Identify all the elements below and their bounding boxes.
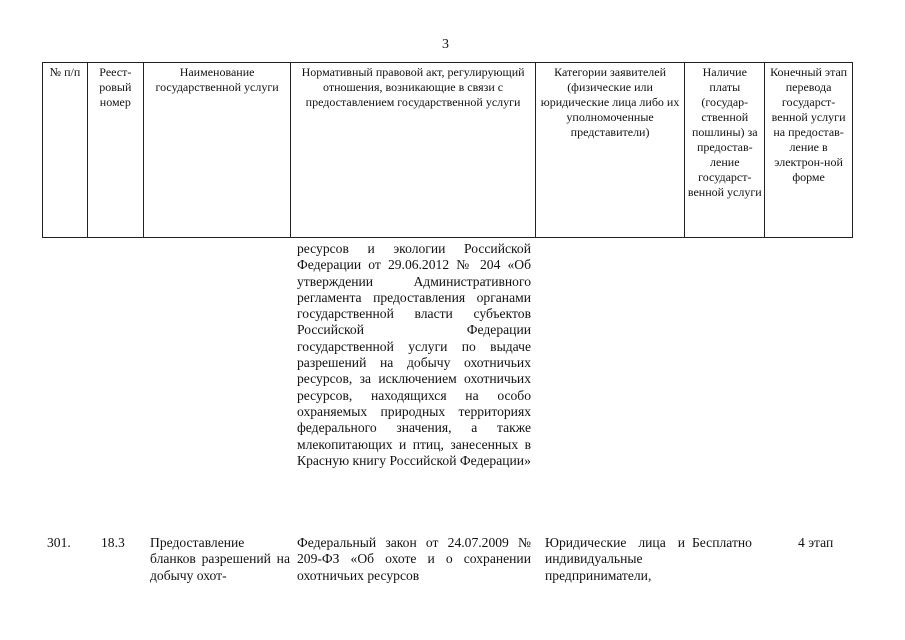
page-number: 3 — [442, 37, 449, 52]
row-number: 301. — [47, 535, 71, 550]
header-fee: Наличие платы (государ-ственной пошлины) за предостав-ление государст-венной услуги — [685, 63, 765, 237]
header-applicant-categories: Категории заявителей (физические или юридические лица либо их уполномоченные представители) — [536, 63, 686, 237]
row-registry: 18.3 — [101, 535, 125, 550]
header-number: № п/п — [43, 63, 88, 237]
row-fee: Бесплатно — [692, 535, 752, 550]
header-service-name: Наименование государственной услуги — [144, 63, 292, 237]
header-registry: Реест-ровый номер — [88, 63, 144, 237]
legal-act-continuation: ресурсов и экологии Российской Федерации от 29.06.2012 № 204 «Об утверждении Административного регламента предоставления органами государственной власти субъектов Российской Федерации государственной услуги по выдаче разрешений на добычу охотничьих ресурсов, за исключением охотничьих ресурсов, находящихся на особо охраняемых природных территориях федерального значения, а также млекопитающих и птиц, занесенных в Красную книгу Российской Федерации» — [297, 241, 531, 468]
table-header — [42, 62, 853, 238]
row-final-stage: 4 этап — [798, 535, 834, 550]
header-legal-act: Нормативный правовой акт, регулирующий отношения, возникающие в связи с предоставлением государственной услуги — [291, 63, 535, 237]
row-service-name: Предоставление бланков разрешений на добычу охот- — [150, 535, 290, 583]
row-applicant-categories: Юридические лица и индивидуальные предприниматели, — [545, 535, 685, 583]
header-final-stage: Конечный этап перевода государст-венной услуги на предостав-ление в электрон-ной форме — [770, 65, 848, 184]
row-legal-act: Федеральный закон от 24.07.2009 № 209-ФЗ «Об охоте и о сохранении охотничьих ресурсов — [297, 535, 531, 583]
